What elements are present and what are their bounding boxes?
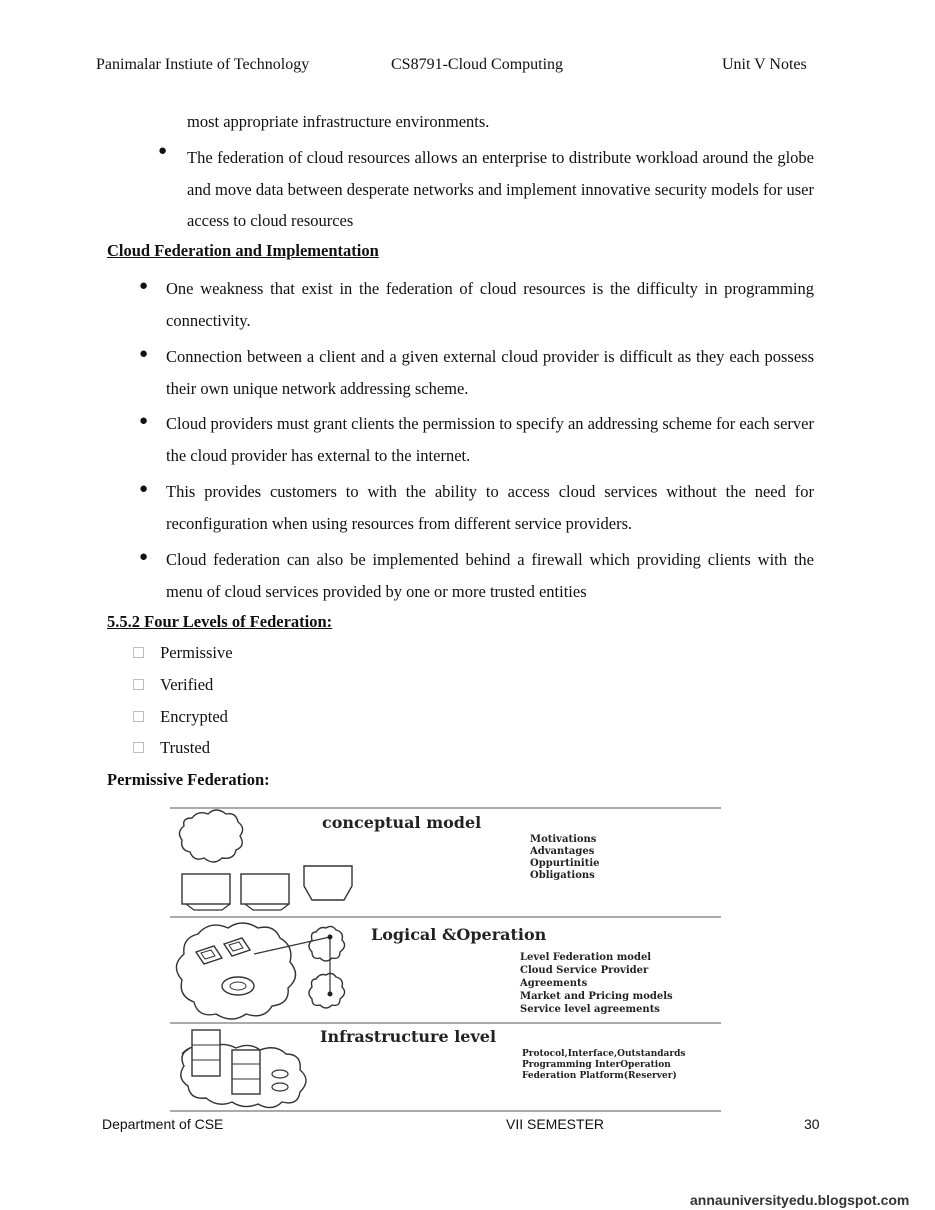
- server-icon: [304, 866, 352, 900]
- logical-item: Service level agreements: [520, 1004, 660, 1015]
- list-item: One weakness that exist in the federation of cloud resources is the difficulty in programming connectivity.: [166, 279, 814, 330]
- header-unit: Unit V Notes: [722, 56, 807, 73]
- list-item: Connection between a client and a given external cloud provider is difficult as they each possess their own unique network addressing scheme.: [166, 347, 814, 398]
- intro-bullet: The federation of cloud resources allows an enterprise to distribute workload around the globe and move data between desperate networks and implement innovative security models for user access to cloud resources: [187, 148, 814, 230]
- bullet-icon: ●: [139, 481, 149, 497]
- checkbox-icon: [133, 679, 144, 690]
- conceptual-title: conceptual model: [322, 813, 482, 832]
- list-item: Cloud providers must grant clients the permission to specify an addressing scheme for each server the cloud provider has external to the internet.: [166, 414, 814, 465]
- logical-item: Market and Pricing models: [520, 991, 673, 1002]
- connector-line: [254, 937, 330, 954]
- list-item: Permissive: [133, 643, 233, 663]
- window-inner-icon: [229, 942, 243, 951]
- conceptual-item: Motivations: [530, 834, 597, 845]
- footer-semester: VII SEMESTER: [506, 1116, 605, 1132]
- server-icon: [182, 874, 230, 904]
- infrastructure-item: Federation Platform(Reserver): [522, 1071, 677, 1081]
- section-heading-levels: 5.5.2 Four Levels of Federation:: [107, 612, 333, 631]
- bullet-icon: ●: [139, 413, 149, 429]
- list-item: This provides customers to with the ability to access cloud services without the need for reconfiguration when using resources from different service providers.: [166, 482, 814, 533]
- list-item: Encrypted: [133, 707, 228, 727]
- server-base-icon: [186, 904, 230, 910]
- cloud-node-icon: [309, 926, 345, 961]
- page-number: 30: [804, 1116, 820, 1132]
- logical-title: Logical &Operation: [371, 925, 547, 944]
- window-icon: [196, 946, 222, 964]
- server-base-icon: [245, 904, 289, 910]
- disk-inner-icon: [230, 982, 246, 990]
- server-icon: [241, 874, 289, 904]
- list-item: Cloud federation can also be implemented behind a firewall which providing clients with the menu of cloud services provided by one or more trusted entities: [166, 550, 814, 601]
- rack-icon: [192, 1030, 220, 1076]
- checkbox-icon: [133, 711, 144, 722]
- permissive-heading: Permissive Federation:: [107, 770, 270, 789]
- bullet-icon: ●: [139, 346, 149, 362]
- bullet-icon: ●: [158, 143, 168, 159]
- infrastructure-item: Protocol,Interface,Outstandards: [522, 1049, 686, 1059]
- disk-icon: [272, 1083, 288, 1091]
- checkbox-icon: [133, 647, 144, 658]
- disk-icon: [222, 977, 254, 995]
- cloud-icon: [179, 810, 242, 862]
- section-heading-implementation: Cloud Federation and Implementation: [107, 241, 379, 260]
- header-course: CS8791-Cloud Computing: [391, 56, 564, 73]
- cloud-node-icon: [309, 973, 345, 1008]
- conceptual-item: Advantages: [530, 846, 595, 857]
- infrastructure-item: Programming InterOperation: [522, 1060, 671, 1070]
- bullet-icon: ●: [139, 278, 149, 294]
- conceptual-item: Oppurtinitie: [530, 858, 600, 869]
- list-item: Verified: [133, 675, 213, 695]
- checkbox-icon: [133, 742, 144, 753]
- list-item: Trusted: [133, 738, 210, 758]
- footer-department: Department of CSE: [102, 1116, 224, 1132]
- logical-item: Level Federation model: [520, 952, 652, 963]
- intro-continued-line: most appropriate infrastructure environments.: [187, 112, 490, 131]
- cloud-icon: [176, 923, 295, 1019]
- node-dot-icon: [328, 935, 333, 940]
- window-icon: [224, 938, 250, 956]
- infrastructure-title: Infrastructure level: [320, 1027, 497, 1046]
- logical-item: Agreements: [520, 978, 588, 989]
- federation-levels-diagram: [168, 804, 724, 1114]
- window-inner-icon: [201, 950, 215, 959]
- rack-icon: [232, 1050, 260, 1094]
- header-institute: Panimalar Instiute of Technology: [96, 56, 310, 73]
- bullet-icon: ●: [139, 549, 149, 565]
- logical-item: Cloud Service Provider: [520, 965, 649, 976]
- conceptual-item: Obligations: [530, 870, 595, 881]
- watermark-link[interactable]: annauniversityedu.blogspot.com: [690, 1192, 910, 1208]
- node-dot-icon: [328, 992, 333, 997]
- disk-icon: [272, 1070, 288, 1078]
